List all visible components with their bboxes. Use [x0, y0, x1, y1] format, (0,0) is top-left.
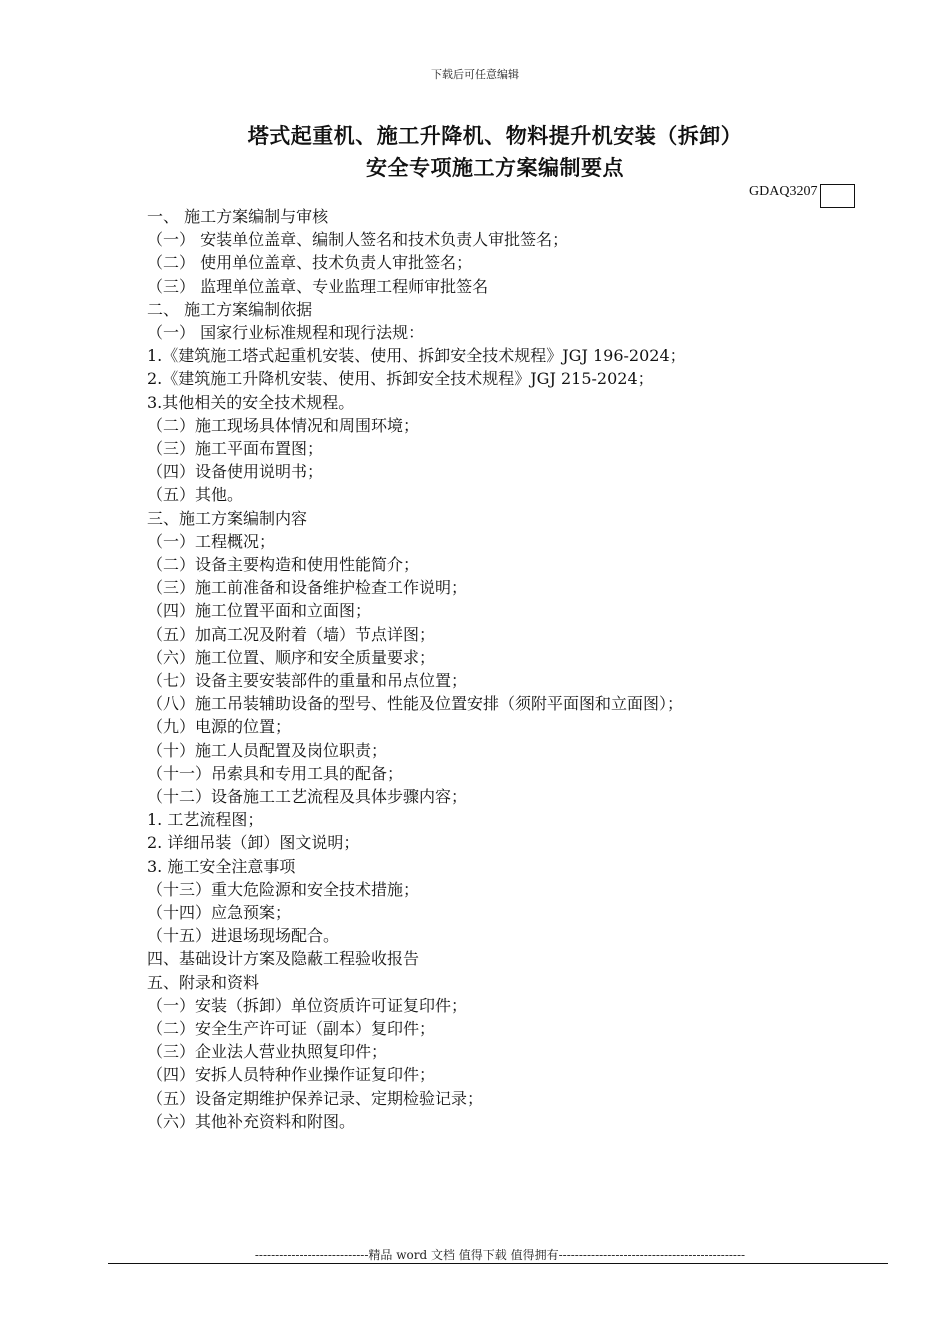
body-line: 二、 施工方案编制依据: [147, 299, 313, 319]
document-code: GDAQ3207: [749, 184, 818, 199]
body-line: （一）安装（拆卸）单位资质许可证复印件；: [147, 995, 468, 1015]
body-line: 2. 详细吊装（卸）图文说明；: [147, 833, 360, 853]
body-line: （二）设备主要构造和使用性能简介；: [147, 555, 420, 574]
document-title-line-1: 塔式起重机、施工升降机、物料提升机安装（拆卸）: [247, 124, 743, 148]
code-box: [820, 184, 855, 208]
body-line: 1. 工艺流程图；: [147, 810, 264, 830]
body-line: 2.《建筑施工升降机安装、使用、拆卸安全技术规程》JGJ 215-2024；: [147, 369, 654, 389]
body-line: 三、施工方案编制内容: [147, 508, 308, 528]
body-line: （十）施工人员配置及岗位职责；: [147, 740, 388, 760]
body-line: （一） 国家行业标准规程和现行法规：: [147, 323, 425, 342]
body-line: （十四）应急预案；: [147, 903, 292, 922]
body-line: （五）其他。: [147, 485, 244, 505]
body-line: （二）施工现场具体情况和周围环境；: [147, 415, 420, 435]
body-line: （三）企业法人营业执照复印件；: [147, 1042, 388, 1062]
body-line: 五、附录和资料: [147, 972, 260, 992]
footer-rule: [108, 1263, 888, 1264]
document-title-line-2: 安全专项施工方案编制要点: [366, 156, 624, 180]
body-line: （五）加高工况及附着（墙）节点详图；: [147, 624, 436, 644]
body-line: 3. 施工安全注意事项: [147, 856, 296, 876]
body-line: （二） 使用单位盖章、技术负责人审批签名；: [147, 253, 473, 273]
body-line: 一、 施工方案编制与审核: [147, 207, 329, 226]
body-line: （五）设备定期维护保养记录、定期检验记录；: [147, 1088, 484, 1108]
body-line: （六）其他补充资料和附图。: [147, 1111, 356, 1131]
header-note: 下载后可任意编辑: [431, 68, 519, 81]
body-line: （四）设备使用说明书；: [147, 462, 324, 482]
body-line: （二）安全生产许可证（副本）复印件；: [147, 1019, 436, 1038]
body-line: （十一）吊索具和专用工具的配备；: [147, 763, 404, 783]
body-line: （四）安拆人员特种作业操作证复印件；: [147, 1065, 436, 1085]
body-line: （十二）设备施工工艺流程及具体步骤内容；: [147, 787, 468, 806]
body-line: （六）施工位置、顺序和安全质量要求；: [147, 647, 436, 667]
body-line: （十三）重大危险源和安全技术措施；: [147, 879, 420, 899]
body-line: （九）电源的位置；: [147, 717, 292, 737]
body-line: （一）工程概况；: [147, 531, 276, 551]
body-line: 1.《建筑施工塔式起重机安装、使用、拆卸安全技术规程》JGJ 196-2024；: [147, 346, 686, 366]
body-line: （三）施工平面布置图；: [147, 439, 324, 458]
body-line: （三）施工前准备和设备维护检查工作说明；: [147, 578, 468, 598]
body-line: （八）施工吊装辅助设备的型号、性能及位置安排（须附平面图和立面图）；: [147, 694, 684, 714]
body-line: 四、基础设计方案及隐蔽工程验收报告: [147, 949, 420, 969]
body-line: （四）施工位置平面和立面图；: [147, 601, 372, 621]
body-line: （七）设备主要安装部件的重量和吊点位置；: [147, 671, 468, 690]
body-line: （三） 监理单位盖章、专业监理工程师审批签名: [147, 276, 489, 296]
body-line: （十五）进退场现场配合。: [147, 926, 340, 946]
body-line: 3.其他相关的安全技术规程。: [147, 392, 355, 412]
footer-text: ----------------------------精品 word 文档 值得下载 值得拥有----------------------------------------------: [254, 1248, 746, 1262]
body-line: （一） 安装单位盖章、编制人签名和技术负责人审批签名；: [147, 230, 569, 250]
